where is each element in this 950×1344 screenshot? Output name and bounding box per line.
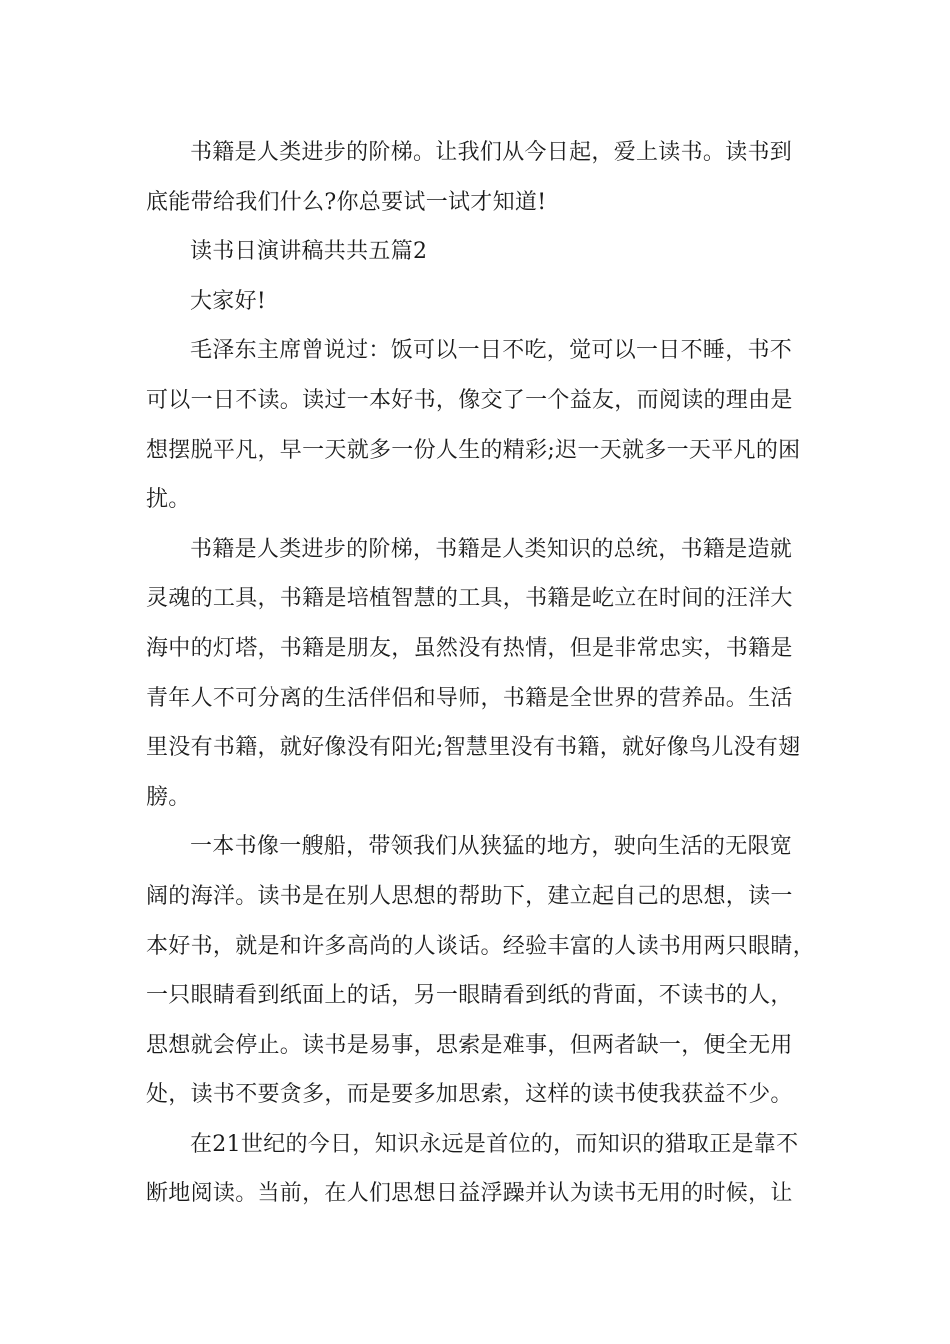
paragraph-intro (146, 128, 826, 227)
text-line: 书籍是人类进步的阶梯，书籍是人类知识的总统，书籍是造就 (190, 536, 793, 562)
paragraph-greeting (146, 277, 826, 327)
text-line: 想摆脱平凡，早一天就多一份人生的精彩;迟一天就多一天平凡的困 (146, 437, 801, 463)
paragraph-quote (146, 326, 826, 524)
text-line: 断地阅读。当前，在人们思想日益浮躁并认为读书无用的时候，让 (146, 1181, 793, 1207)
text-line: 毛泽东主席曾说过：饭可以一日不吃，觉可以一日不睡，书不 (190, 338, 793, 364)
text-line: 处，读书不要贪多，而是要多加思索，这样的读书使我获益不少。 (146, 1082, 793, 1108)
text-line: 大家好! (190, 288, 267, 314)
text-line: 一只眼睛看到纸面上的话，另一眼睛看到纸的背面，不读书的人， (146, 983, 793, 1009)
text-line: 读书日演讲稿共共五篇2 (190, 239, 428, 265)
text-line: 思想就会停止。读书是易事，思索是难事，但两者缺一，便全无用 (146, 1032, 793, 1058)
text-line: 底能带给我们什么?你总要试一试才知道! (146, 189, 547, 215)
document-body (146, 128, 826, 1219)
paragraph-book-ship (146, 822, 826, 1120)
text-line: 膀。 (146, 784, 191, 810)
paragraph-21st-century (146, 1120, 826, 1219)
text-line: 阔的海洋。读书是在别人思想的帮助下，建立起自己的思想，读一 (146, 883, 793, 909)
text-line: 书籍是人类进步的阶梯。让我们从今日起，爱上读书。读书到 (190, 140, 793, 165)
text-line: 扰。 (146, 487, 191, 513)
text-line: 灵魂的工具，书籍是培植智慧的工具，书籍是屹立在时间的汪洋大 (146, 586, 793, 612)
text-line: 本好书，就是和许多高尚的人谈话。经验丰富的人读书用两只眼睛， (146, 933, 816, 959)
paragraph-books-ladder (146, 525, 826, 823)
text-line: 海中的灯塔，书籍是朋友，虽然没有热情，但是非常忠实，书籍是 (146, 635, 793, 661)
text-line: 在21世纪的今日，知识永远是首位的，而知识的猎取正是靠不 (190, 1131, 799, 1157)
text-line: 一本书像一艘船，带领我们从狭猛的地方，驶向生活的无限宽 (190, 834, 793, 860)
text-line: 可以一日不读。读过一本好书，像交了一个益友，而阅读的理由是 (146, 387, 793, 413)
text-line: 里没有书籍，就好像没有阳光;智慧里没有书籍，就好像鸟儿没有翅 (146, 735, 801, 761)
section-heading (146, 227, 826, 277)
text-line: 青年人不可分离的生活伴侣和导师，书籍是全世界的营养品。生活 (146, 685, 793, 711)
